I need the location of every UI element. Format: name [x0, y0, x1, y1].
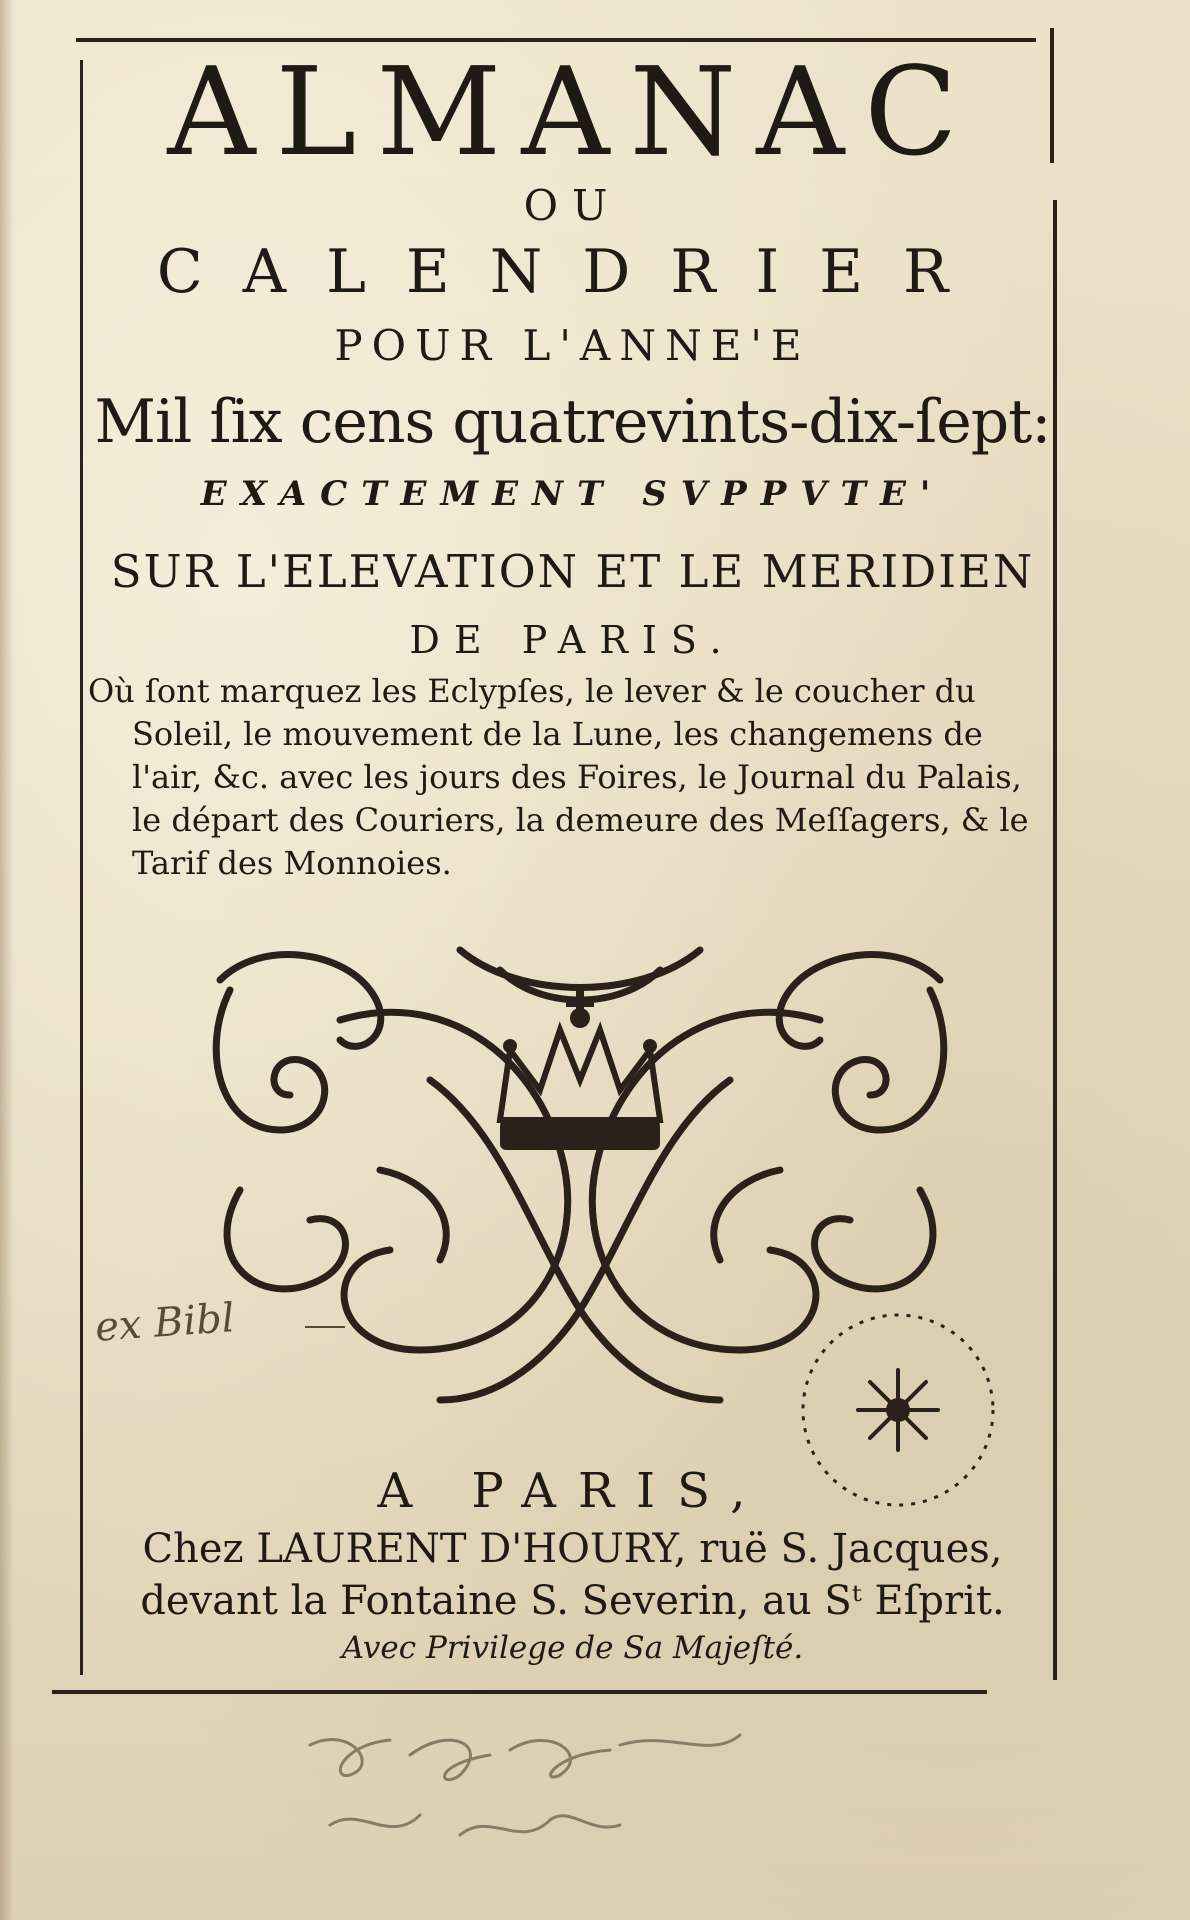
bottom-rule	[52, 1690, 987, 1694]
ex-bibl-annotation: ex Bibl	[93, 1295, 236, 1351]
title-almanac: ALMANAC	[167, 41, 978, 183]
description-paragraph	[88, 670, 1053, 885]
title-exactement: EXACTEMENT SVPPVTE'	[200, 474, 945, 514]
title-pour-annee: POUR L'ANNE'E	[334, 321, 811, 370]
imprint-printer: Chez LAURENT D'HOURY, ruë S. Jacques,	[142, 1526, 1003, 1572]
title-elevation: SUR L'ELEVATION ET LE MERIDIEN	[110, 545, 1035, 598]
imprint-city: A PARIS,	[377, 1463, 768, 1519]
title-de-paris: DE PARIS.	[409, 618, 736, 662]
title-ou: OU	[523, 181, 622, 230]
handwritten-signature-icon	[290, 1715, 770, 1875]
description-line: le départ des Couriers, la demeure des Meſſagers, & le	[132, 801, 1029, 839]
description-line: Tarif des Monnoies.	[132, 844, 452, 882]
frame-left	[80, 60, 83, 1675]
page-edge	[0, 0, 14, 1920]
ex-bibl-dash	[305, 1326, 345, 1328]
title-year: Mil ſix cens quatrevints-dix-ſept:	[94, 387, 1051, 457]
description-line: l'air, &c. avec les jours des Foires, le Journal du Palais,	[132, 758, 1022, 796]
description-line: Soleil, le mouvement de la Lune, les changemens de	[132, 715, 983, 753]
imprint-privilege: Avec Privilege de Sa Majeſté.	[341, 1630, 804, 1666]
imprint-address: devant la Fontaine S. Severin, au Sᵗ Eſprit.	[140, 1578, 1005, 1624]
title-calendrier: CALENDRIER	[156, 237, 989, 307]
description-line: Où ſont marquez les Eclypſes, le lever & le coucher du	[88, 672, 976, 710]
